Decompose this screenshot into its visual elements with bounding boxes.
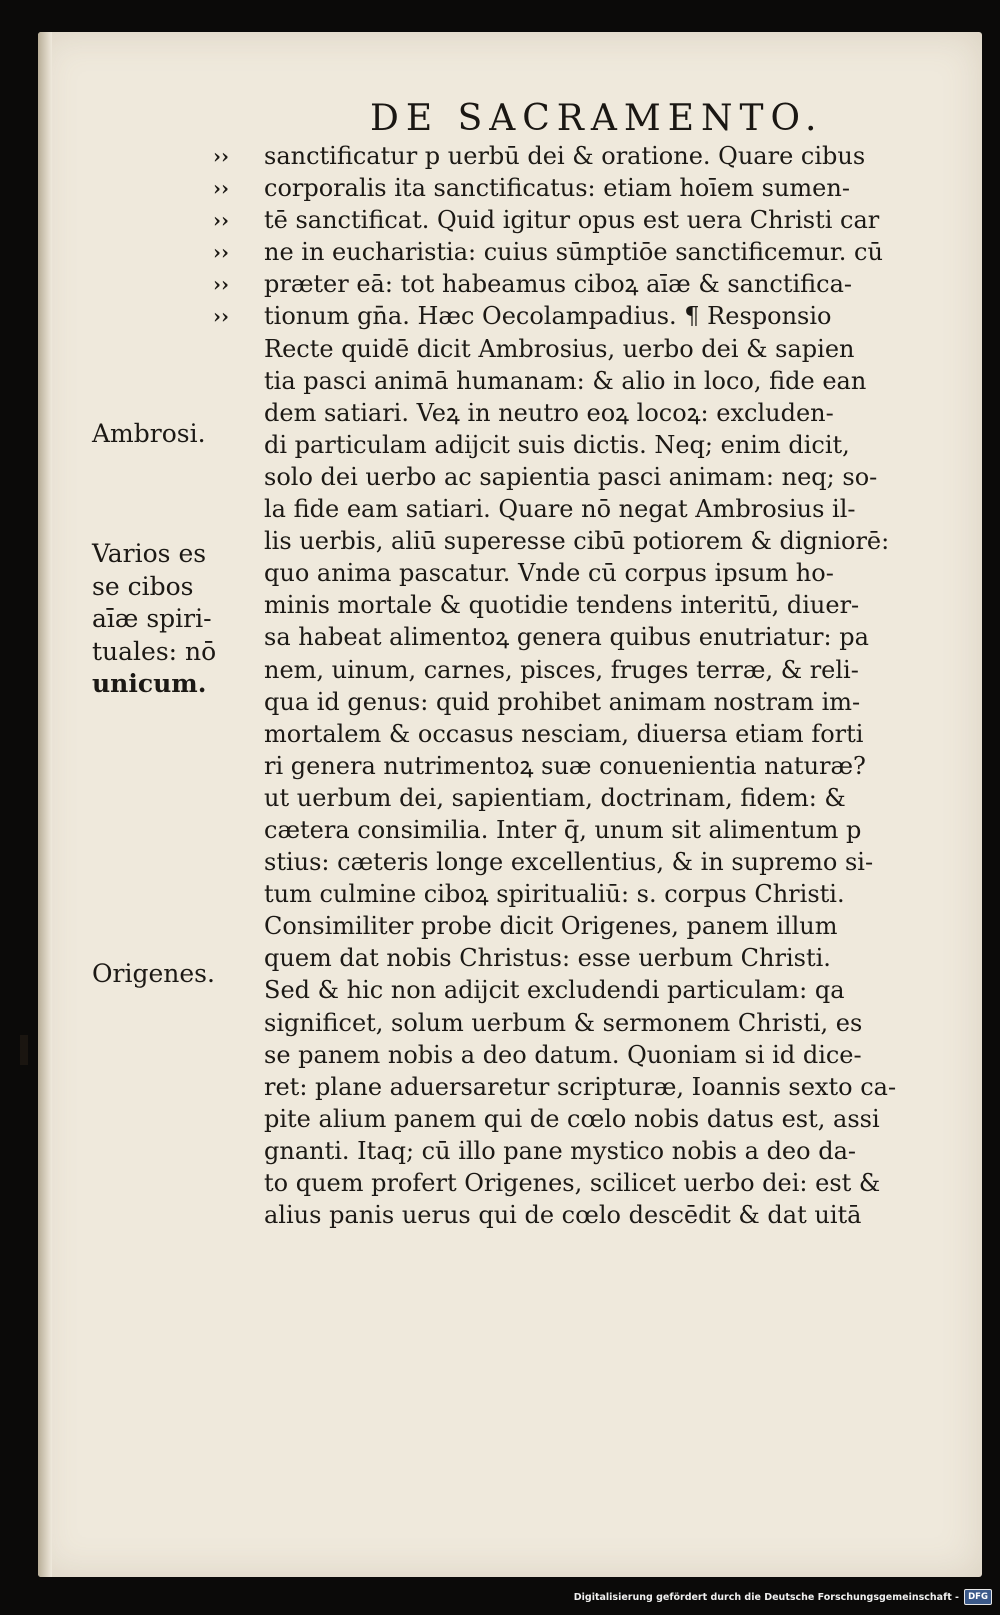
text-line: solo dei uerbo ac sapientia pasci animam: neq; so-	[264, 462, 878, 491]
margin-note-line: se cibos	[92, 571, 194, 601]
text-line: ret: plane aduersaretur scripturæ, Ioannis sexto ca-	[264, 1072, 897, 1101]
text-line: qua id genus: quid prohibet animam nostram im-	[264, 687, 861, 716]
margin-note-varios	[92, 538, 216, 701]
margin-note-line: Varios es	[92, 539, 207, 568]
text-line: tē sanctificat. Quid igitur opus est uera Christi car	[264, 206, 880, 235]
text-line: sa habeat alimentoꝝ genera quibus enutriatur: pa	[264, 623, 869, 652]
text-line: mortalem & occasus nesciam, diuersa etiam forti	[264, 719, 864, 748]
margin-note-line: Ambrosi.	[92, 419, 206, 448]
text-line: ut uerbum dei, sapientiam, doctrinam, fidem: &	[264, 783, 846, 812]
text-line: sanctificatur p uerbū dei & oratione. Quare cibus	[264, 142, 866, 170]
text-line: alius panis uerus qui de cœlo descēdit & dat uitā	[264, 1201, 862, 1230]
text-line: tum culmine ciboꝝ spiritualiū: s. corpus Christi.	[264, 880, 845, 909]
margin-note-ambrosi	[92, 418, 206, 451]
dfg-logo-icon: DFG	[964, 1589, 992, 1605]
text-line: Consimiliter probe dicit Origenes, panem illum	[264, 912, 838, 941]
text-line: tionum gn̄a. Hæc Oecolampadius. ¶ Responsio	[264, 302, 832, 331]
text-line: stius: cæteris longe excellentius, & in supremo si-	[264, 848, 874, 877]
page-gutter-shadow	[38, 32, 52, 1577]
margin-note-line: Origenes.	[92, 959, 215, 988]
text-line: minis mortale & quotidie tendens interitū, diuer-	[264, 591, 860, 620]
margin-note-origenes	[92, 958, 215, 991]
quotation-mark: ››	[213, 272, 229, 297]
text-line: quo anima pascatur. Vnde cū corpus ipsum ho-	[264, 559, 834, 588]
quotation-marks-column	[213, 140, 247, 333]
text-line: pite alium panem qui de cœlo nobis datus est, assi	[264, 1104, 880, 1133]
text-line: gnanti. Itaq; cū illo pane mystico nobis a deo da-	[264, 1136, 856, 1165]
footer-credit	[574, 1582, 992, 1612]
quotation-mark: ››	[213, 144, 229, 168]
text-line: corporalis ita sanctificatus: etiam hoīem sumen-	[264, 174, 850, 203]
text-line: se panem nobis a deo datum. Quoniam si id dice-	[264, 1040, 862, 1069]
footer-credit-text: Digitalisierung gefördert durch die Deutsche Forschungsgemeinschaft -	[573, 1591, 959, 1603]
text-line: lis uerbis, aliū superesse cibū potiorem & digniorē:	[264, 527, 890, 556]
text-line: di particulam adijcit suis dictis. Neq; enim dicit,	[264, 430, 850, 459]
running-head: DE SACRAMENTO.	[370, 98, 824, 139]
text-line: tia pasci animā humanam: & alio in loco, fide ean	[264, 366, 867, 395]
text-line: Sed & hic non adijcit excludendi particulam: qa	[264, 976, 845, 1005]
text-line: præter eā: tot habeamus ciboꝝ aīæ & sanctifica-	[264, 270, 853, 299]
text-line: ri genera nutrimentoꝝ suæ conuenientia naturæ?	[264, 751, 866, 780]
text-line: to quem profert Origenes, scilicet uerbo dei: est &	[264, 1169, 881, 1197]
quotation-mark: ››	[213, 304, 229, 329]
margin-note-line: unicum.	[92, 669, 207, 698]
quotation-mark: ››	[213, 208, 229, 233]
text-line: cætera consimilia. Inter q̄, unum sit alimentum p	[264, 815, 862, 844]
text-line: ne in eucharistia: cuius sūmptiōe sanctificemur. cū	[264, 238, 883, 267]
quotation-mark: ››	[213, 240, 229, 265]
text-line: Recte quidē dicit Ambrosius, uerbo dei & sapien	[264, 334, 855, 363]
quotation-mark: ››	[213, 176, 229, 201]
text-line: la fide eam satiari. Quare nō negat Ambrosius il-	[264, 495, 856, 524]
binding-mark	[20, 1035, 28, 1065]
text-line: nem, uinum, carnes, pisces, fruges terræ, & reli-	[264, 655, 859, 684]
margin-note-line: tuales: nō	[92, 636, 217, 666]
text-line: dem satiari. Veꝝ in neutro eoꝝ locoꝝ: excluden-	[264, 398, 834, 427]
text-line: quem dat nobis Christus: esse uerbum Christi.	[264, 944, 831, 973]
text-line: significet, solum uerbum & sermonem Christi, es	[264, 1008, 863, 1037]
main-text-block	[264, 140, 964, 1231]
margin-note-line: aīæ spiri-	[92, 604, 212, 633]
